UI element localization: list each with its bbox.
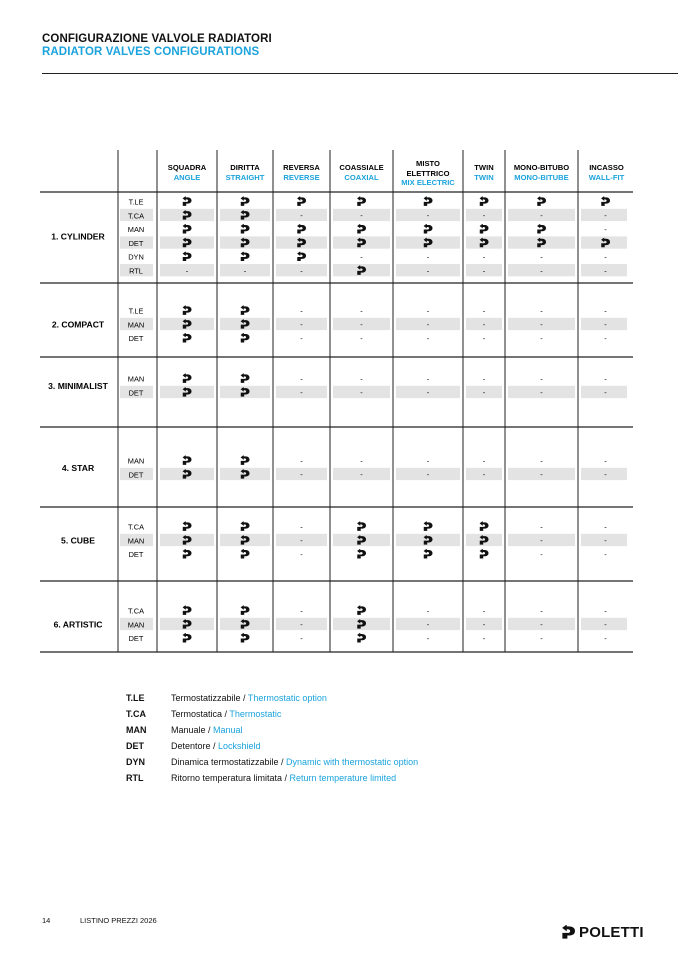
row-code: T.CA — [127, 522, 145, 532]
not-available-dash: - — [300, 456, 303, 466]
group-name: 3. MINIMALIST — [48, 380, 108, 391]
legend-code: RTL — [126, 773, 144, 783]
legend-description — [171, 690, 327, 706]
not-available-dash: - — [300, 320, 303, 330]
poletti-valve-icon — [601, 196, 610, 206]
poletti-valve-icon — [241, 305, 250, 315]
row-shade — [160, 318, 214, 330]
row-shade — [160, 618, 214, 630]
row-shade — [333, 534, 390, 546]
not-available-dash: - — [604, 388, 607, 398]
not-available-dash: - — [604, 549, 607, 559]
not-available-dash: - — [540, 522, 543, 532]
row-shade — [276, 236, 327, 248]
group-name: 2. COMPACT — [51, 319, 105, 330]
poletti-valve-icon — [183, 605, 192, 615]
group-name: 1. CYLINDER — [51, 231, 105, 242]
group-name: 5. CUBE — [61, 535, 95, 546]
not-available-dash: - — [426, 306, 430, 316]
row-code: DYN — [128, 252, 144, 262]
legend-description — [171, 722, 243, 738]
row-shade — [466, 236, 502, 248]
not-available-dash: - — [300, 549, 303, 559]
column-header-en: MONO-BITUBE — [514, 173, 569, 182]
not-available-dash: - — [482, 374, 486, 384]
not-available-dash: - — [540, 470, 543, 480]
price-list-label: LISTINO PREZZI 2026 — [80, 916, 157, 925]
legend-description-it: Dinamica termostatizzabile / — [171, 757, 287, 767]
not-available-dash: - — [300, 606, 303, 616]
not-available-dash: - — [604, 633, 607, 643]
not-available-dash: - — [426, 252, 430, 262]
poletti-valve-icon — [183, 305, 192, 315]
row-code: DET — [128, 238, 144, 248]
legend-description-en: Thermostatic — [229, 709, 282, 719]
not-available-dash: - — [540, 549, 543, 559]
row-code: RTL — [129, 266, 143, 276]
not-available-dash: - — [300, 211, 303, 221]
not-available-dash: - — [604, 536, 607, 546]
not-available-dash: - — [540, 266, 543, 276]
poletti-valve-icon — [241, 633, 250, 643]
row-shade — [508, 236, 575, 248]
not-available-dash: - — [540, 333, 543, 343]
not-available-dash: - — [482, 633, 486, 643]
not-available-dash: - — [360, 306, 363, 316]
legend-description — [171, 770, 396, 786]
row-code: MAN — [127, 320, 145, 330]
not-available-dash: - — [604, 252, 607, 262]
not-available-dash: - — [300, 633, 303, 643]
not-available-dash: - — [604, 470, 607, 480]
not-available-dash: - — [360, 470, 363, 480]
column-header-it: SQUADRA — [167, 163, 207, 172]
row-code: T.LE — [128, 197, 144, 207]
poletti-valve-icon — [241, 549, 250, 559]
not-available-dash: - — [426, 211, 430, 221]
column-header-it: INCASSO — [589, 163, 624, 172]
group-name: 6. ARTISTIC — [53, 619, 103, 630]
not-available-dash: - — [482, 470, 486, 480]
brand-name: POLETTI — [579, 924, 644, 941]
poletti-valve-icon — [357, 521, 366, 531]
column-header-it: DIRITTA — [230, 163, 260, 172]
column-header-en: ANGLE — [173, 173, 201, 182]
brand-logo — [561, 924, 644, 941]
not-available-dash: - — [426, 388, 430, 398]
legend-description — [171, 738, 261, 754]
not-available-dash: - — [540, 536, 543, 546]
not-available-dash: - — [604, 333, 607, 343]
row-shade — [220, 468, 270, 480]
poletti-valve-icon — [241, 333, 250, 343]
legend-code: DYN — [126, 757, 146, 767]
poletti-valve-icon — [357, 549, 366, 559]
not-available-dash: - — [604, 620, 607, 630]
not-available-dash: - — [482, 620, 486, 630]
poletti-valve-icon — [183, 549, 192, 559]
not-available-dash: - — [360, 211, 363, 221]
poletti-valve-icon — [241, 455, 250, 465]
poletti-valve-icon — [424, 196, 433, 206]
column-header-en: STRAIGHT — [225, 173, 265, 182]
not-available-dash: - — [360, 374, 363, 384]
poletti-valve-icon — [480, 521, 489, 531]
row-shade — [220, 618, 270, 630]
not-available-dash: - — [482, 320, 486, 330]
poletti-valve-icon — [241, 373, 250, 383]
column-header-en: WALL-FIT — [588, 173, 625, 182]
poletti-valve-icon — [537, 196, 546, 206]
not-available-dash: - — [300, 388, 303, 398]
not-available-dash: - — [243, 266, 247, 276]
row-code: T.LE — [128, 306, 144, 316]
legend-description-en: Manual — [213, 725, 243, 735]
poletti-valve-icon — [241, 196, 250, 206]
not-available-dash: - — [604, 522, 607, 532]
not-available-dash: - — [426, 374, 430, 384]
column-header-en: COAXIAL — [344, 173, 379, 182]
poletti-valve-icon — [241, 605, 250, 615]
not-available-dash: - — [482, 306, 486, 316]
row-shade — [333, 236, 390, 248]
row-shade — [333, 618, 390, 630]
not-available-dash: - — [482, 266, 486, 276]
legend-description-it: Termostatizzabile / — [171, 693, 248, 703]
not-available-dash: - — [300, 470, 303, 480]
row-shade — [160, 236, 214, 248]
poletti-valve-icon — [357, 224, 366, 234]
legend-description-it: Ritorno temperatura limitata / — [171, 773, 290, 783]
not-available-dash: - — [540, 320, 543, 330]
legend-code: MAN — [126, 725, 147, 735]
row-shade — [396, 236, 460, 248]
not-available-dash: - — [426, 320, 430, 330]
not-available-dash: - — [540, 456, 543, 466]
legend-description — [171, 754, 418, 770]
row-shade — [220, 386, 270, 398]
legend-description-en: Thermostatic option — [247, 693, 327, 703]
row-shade — [220, 534, 270, 546]
not-available-dash: - — [360, 333, 363, 343]
legend-description-it: Manuale / — [171, 725, 214, 735]
poletti-valve-icon — [183, 455, 192, 465]
column-header-it: REVERSA — [283, 163, 320, 172]
row-code: DET — [128, 470, 144, 480]
legend-row — [126, 690, 418, 706]
not-available-dash: - — [300, 536, 303, 546]
not-available-dash: - — [540, 388, 543, 398]
row-shade — [160, 209, 214, 221]
poletti-valve-icon — [241, 224, 250, 234]
row-code: DET — [128, 334, 144, 344]
legend-description-it: Termostatica / — [171, 709, 230, 719]
column-header-it: ELETTRICO — [406, 169, 450, 178]
poletti-valve-icon — [297, 196, 306, 206]
poletti-valve-icon — [183, 521, 192, 531]
legend-row — [126, 770, 418, 786]
not-available-dash: - — [604, 306, 607, 316]
not-available-dash: - — [360, 388, 363, 398]
column-header-en: REVERSE — [283, 173, 320, 182]
not-available-dash: - — [360, 252, 363, 262]
page-title: CONFIGURAZIONE VALVOLE RADIATORI — [42, 33, 272, 45]
not-available-dash: - — [540, 633, 543, 643]
not-available-dash: - — [426, 333, 430, 343]
row-code: DET — [128, 388, 144, 398]
page-subtitle: RADIATOR VALVES CONFIGURATIONS — [42, 46, 260, 58]
row-code: MAN — [127, 536, 145, 546]
legend — [126, 690, 418, 786]
legend-row — [126, 722, 418, 738]
row-code: T.CA — [127, 211, 145, 221]
poletti-valve-icon — [183, 196, 192, 206]
row-code: MAN — [127, 620, 145, 630]
not-available-dash: - — [482, 252, 486, 262]
not-available-dash: - — [360, 456, 363, 466]
poletti-valve-icon — [297, 251, 306, 261]
legend-code: T.CA — [126, 709, 146, 719]
not-available-dash: - — [300, 306, 303, 316]
poletti-valve-icon — [424, 224, 433, 234]
legend-description-en: Return temperature limited — [289, 773, 397, 783]
row-shade — [220, 236, 270, 248]
not-available-dash: - — [540, 374, 543, 384]
poletti-valve-icon — [241, 521, 250, 531]
row-code: MAN — [127, 225, 145, 235]
legend-description-it: Detentore / — [171, 741, 219, 751]
row-code: MAN — [127, 456, 145, 466]
not-available-dash: - — [604, 211, 607, 221]
poletti-valve-icon — [424, 549, 433, 559]
not-available-dash: - — [482, 456, 486, 466]
row-shade — [333, 264, 390, 276]
legend-description-en: Lockshield — [218, 741, 261, 751]
legend-description-en: Dynamic with thermostatic option — [286, 757, 419, 767]
not-available-dash: - — [426, 266, 430, 276]
row-code: MAN — [127, 374, 145, 384]
poletti-valve-icon — [537, 224, 546, 234]
not-available-dash: - — [540, 306, 543, 316]
not-available-dash: - — [482, 388, 486, 398]
row-shade — [396, 534, 460, 546]
not-available-dash: - — [604, 266, 607, 276]
poletti-valve-icon — [480, 196, 489, 206]
row-shade — [220, 209, 270, 221]
page-number: 14 — [42, 916, 51, 925]
not-available-dash: - — [482, 211, 486, 221]
not-available-dash: - — [604, 374, 607, 384]
row-shade — [220, 318, 270, 330]
not-available-dash: - — [540, 620, 543, 630]
not-available-dash: - — [300, 333, 303, 343]
not-available-dash: - — [540, 606, 543, 616]
column-header-it: TWIN — [474, 163, 494, 172]
legend-description — [171, 706, 281, 722]
not-available-dash: - — [300, 522, 303, 532]
row-shade — [160, 386, 214, 398]
column-header-it: MONO-BITUBO — [513, 163, 570, 172]
row-code: DET — [128, 634, 144, 644]
column-header-en: MIX ELECTRIC — [401, 178, 455, 187]
not-available-dash: - — [540, 252, 543, 262]
not-available-dash: - — [426, 456, 430, 466]
poletti-valve-icon — [480, 549, 489, 559]
column-header-it: MISTO — [416, 159, 440, 168]
poletti-valve-icon — [241, 251, 250, 261]
not-available-dash: - — [426, 633, 430, 643]
not-available-dash: - — [482, 333, 486, 343]
group-name: 4. STAR — [61, 462, 95, 473]
poletti-valve-icon — [357, 633, 366, 643]
column-header-it: COASSIALE — [339, 163, 384, 172]
not-available-dash: - — [604, 224, 607, 234]
poletti-valve-icon — [480, 224, 489, 234]
column-header-en: TWIN — [474, 173, 494, 182]
not-available-dash: - — [185, 266, 189, 276]
not-available-dash: - — [300, 374, 303, 384]
poletti-valve-icon — [357, 196, 366, 206]
legend-code: T.LE — [126, 693, 145, 703]
poletti-valve-icon — [424, 521, 433, 531]
legend-row — [126, 706, 418, 722]
poletti-valve-icon — [297, 224, 306, 234]
poletti-valve-icon — [183, 333, 192, 343]
not-available-dash: - — [604, 456, 607, 466]
not-available-dash: - — [540, 211, 543, 221]
row-shade — [160, 468, 214, 480]
not-available-dash: - — [604, 320, 607, 330]
row-shade — [466, 534, 502, 546]
row-code: T.CA — [127, 606, 145, 616]
poletti-valve-icon — [183, 224, 192, 234]
poletti-logo-icon — [561, 925, 576, 940]
poletti-valve-icon — [183, 633, 192, 643]
not-available-dash: - — [360, 320, 363, 330]
row-code: DET — [128, 550, 144, 560]
row-shade — [160, 534, 214, 546]
not-available-dash: - — [300, 266, 303, 276]
poletti-valve-icon — [183, 251, 192, 261]
not-available-dash: - — [482, 606, 486, 616]
not-available-dash: - — [604, 606, 607, 616]
poletti-valve-icon — [357, 605, 366, 615]
legend-code: DET — [126, 741, 144, 751]
not-available-dash: - — [426, 606, 430, 616]
not-available-dash: - — [426, 470, 430, 480]
not-available-dash: - — [426, 620, 430, 630]
poletti-valve-icon — [183, 373, 192, 383]
not-available-dash: - — [300, 620, 303, 630]
legend-row — [126, 738, 418, 754]
legend-row — [126, 754, 418, 770]
